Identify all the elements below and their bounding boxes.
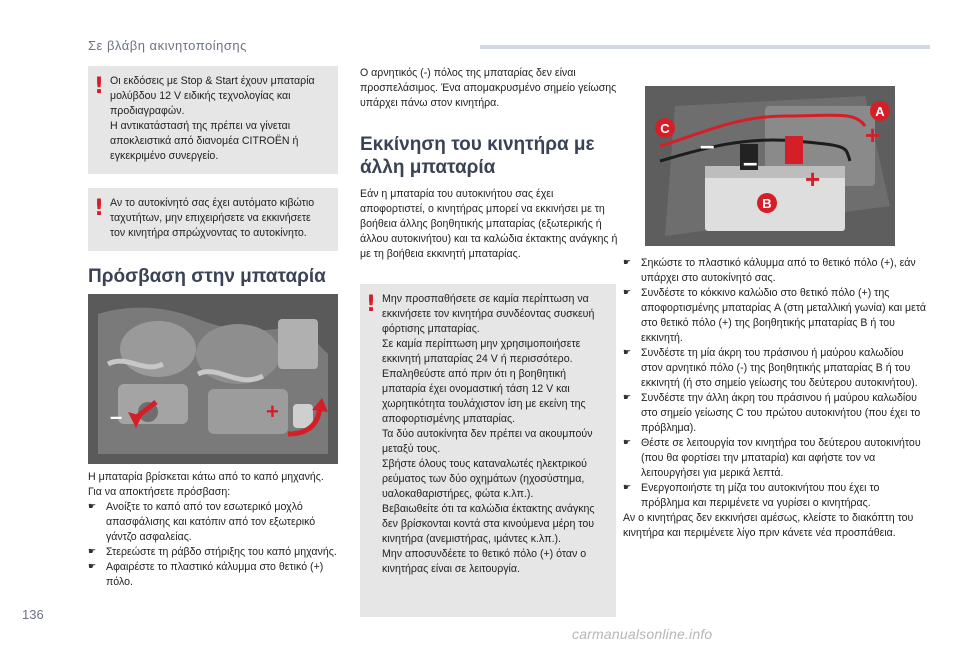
- note-stop-start-text: Οι εκδόσεις με Stop & Start έχουν μπαταρία μολύβδου 12 V ειδικής τεχνολογίας και προδιαγραφών. Η αντικατάστασή της πρέπει να γίνεται αποκλειστικά από διανομέα CITROËN ή εγκεκριμένο συνεργείο.: [110, 75, 315, 162]
- header-divider: [480, 45, 930, 49]
- plus-label: +: [805, 164, 821, 194]
- marker-b-label: B: [762, 196, 772, 211]
- list-item: ☛ Σηκώστε το πλαστικό κάλυμμα από το θετικό πόλο (+), εάν υπάρχει στο αυτοκίνητό σας.: [623, 256, 928, 286]
- marker-a-label: A: [875, 104, 885, 119]
- access-steps: [88, 500, 338, 590]
- list-item: ☛ Θέστε σε λειτουργία τον κινητήρα του δεύτερου αυτοκινήτου (που θα φορτίσει την μπαταρία) και αφήστε τον να λειτουργήσει για μερικά λεπτά.: [623, 436, 928, 481]
- jump-start-illustration: [645, 86, 895, 246]
- warning-icon: !: [94, 196, 105, 221]
- section-title-start: Εκκίνηση του κινητήρα με άλλη μπαταρία: [360, 134, 595, 178]
- engine-bay-illustration: [88, 294, 338, 464]
- list-item: ☛ Στερεώστε τη ράβδο στήριξης του καπό μηχανής.: [88, 545, 338, 560]
- jump-start-steps: [623, 256, 928, 511]
- page-number: 136: [22, 607, 44, 622]
- engine-plus-label: +: [266, 399, 279, 424]
- list-item: ☛ Ανοίξτε το καπό από τον εσωτερικό μοχλό απασφάλισης και κατόπιν από τον εξωτερικό γάντζο ασφαλείας.: [88, 500, 338, 545]
- minus-label: –: [700, 130, 715, 160]
- engine-minus-label: –: [110, 404, 123, 429]
- negative-terminal-note: Ο αρνητικός (-) πόλος της μπαταρίας δεν είναι προσπελάσιμος. Ένα απομακρυσμένο σημείο γείωσης υπάρχει πάνω στον κινητήρα.: [360, 67, 617, 109]
- warning-icon: !: [366, 292, 377, 317]
- column-right: [623, 86, 928, 541]
- list-item: ☛ Ενεργοποιήστε τη μίζα του αυτοκινήτου που έχει το πρόβλημα και περιμένετε να γυρίσει ο κινητήρας.: [623, 481, 928, 511]
- access-intro: Η μπαταρία βρίσκεται κάτω από το καπό μηχανής. Για να αποκτήσετε πρόσβαση:: [88, 471, 324, 498]
- section-title-access: Πρόσβαση στην μπαταρία: [88, 266, 326, 287]
- page-header: Σε βλάβη ακινητοποίησης: [88, 38, 247, 53]
- jump-start-outro: Αν ο κινητήρας δεν εκκινήσει αμέσως, κλείστε το διακόπτη του κινητήρα και περιμένετε λίγο πριν κάνετε νέα προσπάθεια.: [623, 512, 914, 539]
- warning-icon: !: [94, 74, 105, 99]
- column-left: [88, 66, 338, 590]
- watermark: carmanualsonline.info: [572, 626, 713, 642]
- start-intro: Εάν η μπαταρία του αυτοκινήτου σας έχει αποφορτιστεί, ο κινητήρας μπορεί να εκκινήσει με τη βοήθεια άλλης βοηθητικής μπαταρίας (εξωτερικής ή άλλου αυτοκινήτου) και τα καλώδια έκτακτης ανάγκης ή με τη βοήθεια εκκινητή μπαταρίας.: [360, 188, 618, 260]
- marker-c-label: C: [660, 121, 670, 136]
- note-warning: [360, 284, 616, 617]
- note-auto-gearbox-text: Αν το αυτοκίνητό σας έχει αυτόματο κιβώτιο ταχυτήτων, μην επιχειρήσετε να εκκινήσετε τον κινητήρα σπρώχνοντας το αυτοκίνητο.: [110, 197, 315, 239]
- column-middle: [360, 66, 618, 627]
- list-item: ☛ Αφαιρέστε το πλαστικό κάλυμμα στο θετικό (+) πόλο.: [88, 560, 338, 590]
- list-item: ☛ Συνδέστε τη μία άκρη του πράσινου ή μαύρου καλωδίου στον αρνητικό πόλο (-) της βοηθητικής μπαταρίας B ή του εκκινητή (ή στο σημείο γείωσης του δεύτερου αυτοκινήτου).: [623, 346, 928, 391]
- note-stop-start: [88, 66, 338, 174]
- plus-label: +: [865, 120, 881, 150]
- note-auto-gearbox: [88, 188, 338, 251]
- note-warning-text: Μην προσπαθήσετε σε καμία περίπτωση να εκκινήσετε τον κινητήρα συνδέοντας συσκευή φόρτισης μπαταρίας. Σε καμία περίπτωση μην χρησιμοποιήσετε εκκινητή μπαταρίας 24 V ή περισσότερο. Επαληθεύστε από πριν ότι η βοηθητική μπαταρία έχει ονομαστική τάση 12 V και χωρητικότητα τουλάχιστον ίση με εκείνη της αποφορτισμένης μπαταρίας. Τα δύο αυτοκίνητα δεν πρέπει να ακουμπούν μεταξύ τους. Σβήστε όλους τους καταναλωτές ηλεκτρικού ρεύματος των δύο οχημάτων (ηχοσύστημα, υαλοκαθαριστήρες, φώτα κ.λπ.). Βεβαιωθείτε ότι τα καλώδια έκτακτης ανάγκης δεν βρίσκονται κοντά στα κινούμενα μέρη του κινητήρα (ανεμιστήρας, ιμάντες κ.λπ.). Μην αποσυνδέετε το θετικό πόλο (+) όταν ο κινητήρας είναι σε λειτουργία.: [382, 293, 595, 575]
- list-item: ☛ Συνδέστε την άλλη άκρη του πράσινου ή μαύρου καλωδίου στο σημείο γείωσης C του πρώτου αυτοκινήτου (που έχει το πρόβλημα).: [623, 391, 928, 436]
- list-item: ☛ Συνδέστε το κόκκινο καλώδιο στο θετικό πόλο (+) της αποφορτισμένης μπαταρίας A (στη μεταλλική γωνία) και μετά στο θετικό πόλο (+) της βοηθητικής μπαταρίας B ή του εκκινητή.: [623, 286, 928, 346]
- minus-label: –: [743, 147, 758, 177]
